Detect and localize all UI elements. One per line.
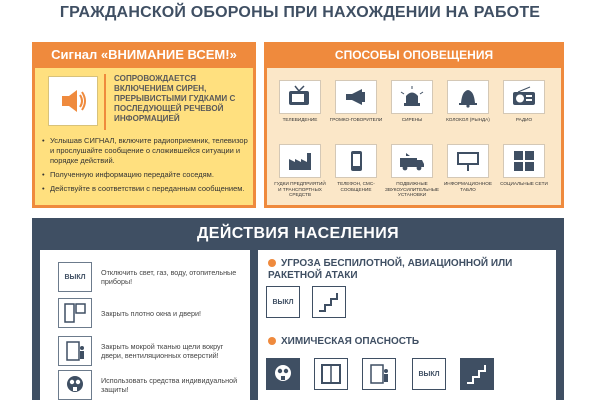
- bullet-dot: [268, 259, 276, 267]
- list-item: • Действуйте в соответствии с переданным сообщением.: [42, 184, 245, 193]
- power-off-icon: ВЫКЛ: [58, 262, 92, 292]
- seal-gaps-icon: [58, 336, 92, 366]
- bell-icon: [447, 80, 489, 114]
- shelter-icon: [460, 358, 494, 390]
- alert-item-phone: ТЕЛЕФОН, СМС-СООБЩЕНИЕ: [328, 144, 384, 192]
- alert-item-social: СОЦИАЛЬНЫЕ СЕТИ: [496, 144, 552, 187]
- alert-methods-title: СПОСОБЫ ОПОВЕЩЕНИЯ: [264, 42, 564, 68]
- bullet-dot: [268, 337, 276, 345]
- actions-title: ДЕЙСТВИЯ НАСЕЛЕНИЯ: [196, 225, 400, 242]
- alert-item-board: ИНФОРМАЦИОННОЕ ТАБЛО: [440, 144, 496, 192]
- van-icon: [391, 144, 433, 178]
- power-off-icon: ВЫКЛ: [412, 358, 446, 390]
- signal-note: СОПРОВОЖДАЕТСЯ ВКЛЮЧЕНИЕМ СИРЕН, ПРЕРЫВИСТЫМИ ГУДКАМИ С ПОСЛЕДУЮЩЕЙ РЕЧЕВОЙ ИНФОРМАЦИЕЙ: [104, 74, 249, 130]
- action-item: Закрыть плотно окна и двери!: [58, 298, 239, 328]
- board-icon: [447, 144, 489, 178]
- seal-gaps-icon: [362, 358, 396, 390]
- alert-item-bell: КОЛОКОЛ (РЫНДА): [440, 80, 496, 123]
- alert-item-siren: СИРЕНЫ: [384, 80, 440, 123]
- phone-icon: [335, 144, 377, 178]
- alert-item-tv: ТЕЛЕВИДЕНИЕ: [272, 80, 328, 123]
- window-close-icon: [314, 358, 348, 390]
- alert-item-radio: РАДИО: [496, 80, 552, 123]
- header-bar: [0, 0, 600, 30]
- gas-mask-icon: [58, 370, 92, 400]
- factory-icon: [279, 144, 321, 178]
- threat-title-air-attack: УГРОЗА БЕСПИЛОТНОЙ, АВИАЦИОННОЙ ИЛИ РАКЕТНОЙ АТАКИ: [268, 258, 513, 281]
- action-item: Использовать средства индивидуальной защиты!: [58, 370, 239, 400]
- action-item: ВЫКЛ Отключить свет, газ, воду, отопительные приборы!: [58, 262, 239, 292]
- action-item: Закрыть мокрой тканью щели вокруг двери, вентиляционных отверстий!: [58, 336, 239, 366]
- alert-item-loudspeaker: ГРОМКО-ГОВОРИТЕЛИ: [328, 80, 384, 123]
- gas-mask-icon: [266, 358, 300, 390]
- signal-title: Сигнал «ВНИМАНИЕ ВСЕМ!»: [32, 42, 256, 68]
- threat-title-chemical: ХИМИЧЕСКАЯ ОПАСНОСТЬ: [268, 336, 548, 348]
- page-title: ГРАЖДАНСКОЙ ОБОРОНЫ ПРИ НАХОЖДЕНИИ НА РАБОТЕ: [59, 4, 541, 21]
- alert-item-factory: ГУДКИ ПРЕДПРИЯТИЙ И ТРАНСПОРТНЫХ СРЕДСТВ: [272, 144, 328, 198]
- window-door-icon: [58, 298, 92, 328]
- list-item: • Услышав СИГНАЛ, включите радиоприемник, телевизор и прослушайте сообщение о сложившейся ситуации и порядке действий.: [42, 136, 248, 165]
- siren-icon: [391, 80, 433, 114]
- signal-instructions: [42, 136, 248, 198]
- speaker-icon: [48, 76, 98, 126]
- shelter-icon: [312, 286, 346, 318]
- power-off-icon: ВЫКЛ: [266, 286, 300, 318]
- social-icon: [503, 144, 545, 178]
- alert-item-van: ПОДВИЖНЫЕ ЗВУКОУСИЛИТЕЛЬНЫЕ УСТАНОВКИ: [384, 144, 440, 198]
- radio-icon: [503, 80, 545, 114]
- loudspeaker-icon: [335, 80, 377, 114]
- list-item: • Полученную информацию передайте соседям.: [42, 170, 214, 179]
- tv-icon: [279, 80, 321, 114]
